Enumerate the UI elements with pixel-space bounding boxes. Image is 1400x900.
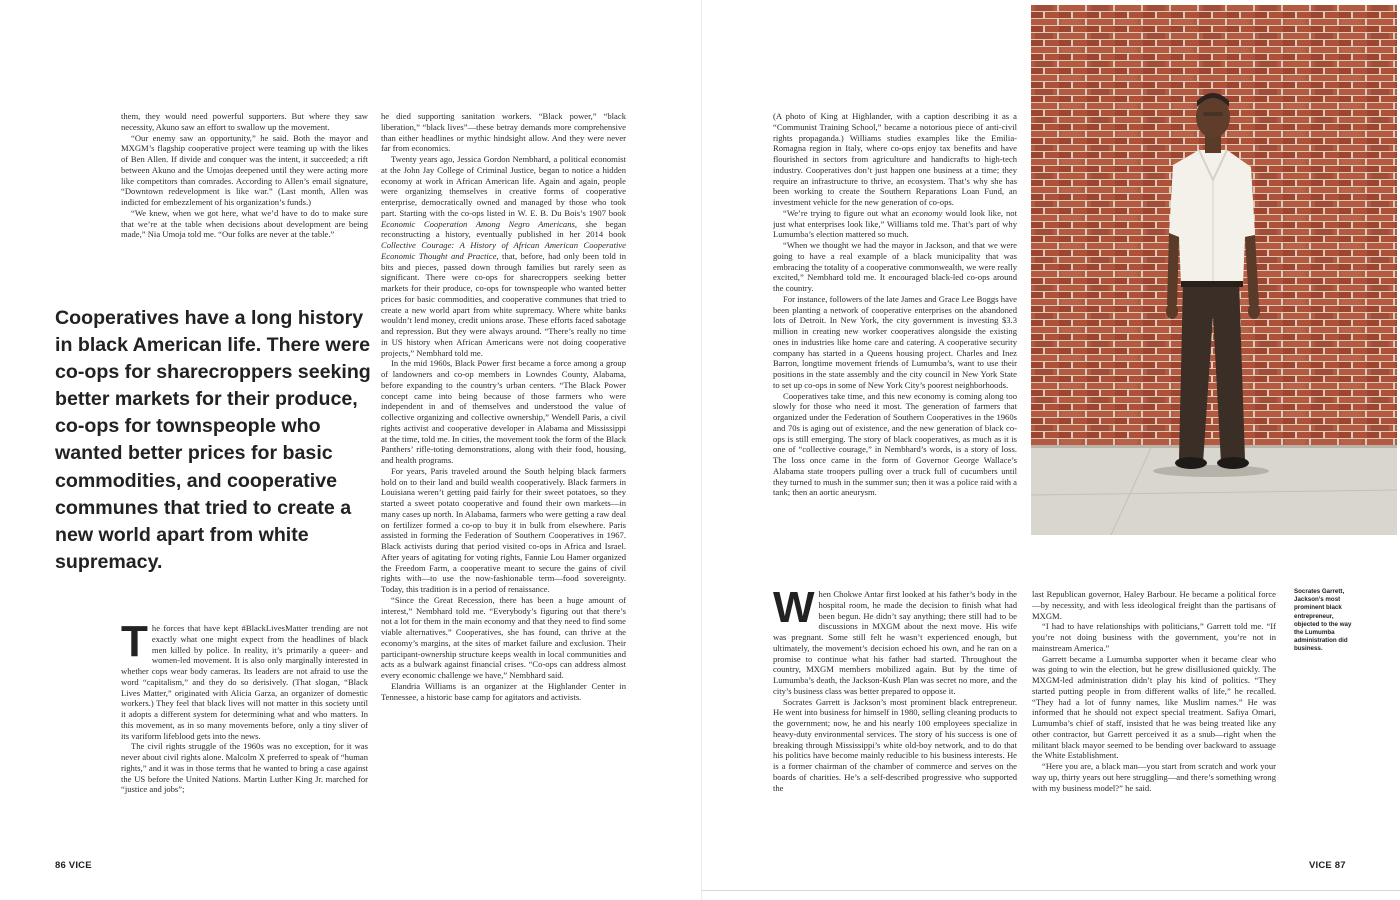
paragraph [381,154,626,358]
pull-quote: Cooperatives have a long history in black American life. There were co-ops for sharecroppers seeking better markets for their produce, co-ops for townspeople who wanted better prices for basic commodities, and cooperative communes that tried to create a new world apart from white supremacy. [55,307,371,573]
paragraph: Garrett became a Lumumba supporter when it became clear who was going to win the election, but he grew disillusioned quickly. The MXGM-led administration didn’t play his kind of politics. “They started putting people in from different walks of life,” he recalled. “They had a lot of funny names, like Muslim names.” He was informed that he should not expect special treatment. Safiya Omari, Lumumba’s chief of staff, insisted that he was being treated like any other contractor, but Garrett perceived it as a snub—right when the militant black mayor seemed to be bending over backward to assuage the White Establishment. [1032,653,1276,761]
page-number-right: VICE 87 [1309,860,1346,871]
paragraph: Socrates Garrett is Jackson’s most prominent black entrepreneur. He went into business for himself in 1980, selling cleaning products to the government; now, he and his nearly 100 employees specialize in heavy-duty environmental services. The story of his success is one of breaking through Mississippi’s white old-boy network, and to do that his politics have become mainly reducible to his business interests. He is a former chairman of the chamber of commerce and serves on the boards of charities. He’s a self-described progressive who supported the [773,696,1017,793]
emphasis: economy [911,207,943,218]
paragraph: “I had to have relationships with politicians,” Garrett told me. “If you’re not doing business with the government, you’re not in mainstream America.” [1032,621,1276,653]
paragraph-text: “We’re trying to figure out what an [783,207,912,218]
paragraph-text: would look like, not just what enterprises look like,” Williams told me. That’s part of why Lumumba’s election mattered so much. [773,207,1017,240]
column-1-bottom [121,623,368,835]
paragraph: “When we thought we had the mayor in Jackson, and that we were going to have a real example of a black municipality that was embracing the totality of a cooperative commonwealth, we were really excited,” Nembhard told me. It encouraged black-led co-ops around the country. [773,240,1017,293]
paragraph: For instance, followers of the late James and Grace Lee Boggs have been planting a network of cooperative enterprises on the abandoned lots of Detroit. In New York, the city government is investing $3.3 million in creating new worker cooperatives alongside the existing ones in industries like home care and catering. A cooperative security company has started in a Queens housing project. Charles and Inez Barron, longtime movement friends of Lumumba’s, want to use their positions in the state assembly and the city council in New York State to set up co-ops in some of New York City’s poorest neighborhoods. [773,293,1017,390]
page-number-left: 86 VICE [55,860,92,871]
paragraph: them, they would need powerful supporters. But where they saw necessity, Akuno saw an effort to swallow up the movement. [121,111,368,132]
drop-cap-paragraph [773,589,1017,697]
paragraph: The civil rights struggle of the 1960s was no exception, for it was never about civil rights alone. Malcolm X preferred to speak of “human rights,” and it was in those terms that he wanted to bring a case against the US before the United Nations. Martin Luther King Jr. marched for “justice and jobs”; [121,741,368,795]
photo-caption: Socrates Garrett, Jackson’s most prominent black entrepreneur, objected to the way the Lumumba administration did business. [1294,588,1352,653]
drop-cap: T [121,623,148,666]
paragraph: “Our enemy saw an opportunity,” he said. Both the mayor and MXGM’s flagship cooperative project were teaming up with the likes of Ben Allen. If divide and conquer was the intent, it succeeded; a rift between Akuno and the Umojas deepened until they were acting more like competitors than comrades. According to Allen’s email signature, “Downtown redevelopment is like war.” (Last month, Allen was indicted for embezzlement of his organization’s funds.) [121,132,368,207]
column-4 [1032,589,1276,829]
book-title: Collective Courage: A History of African American Cooperative Economic Thought and Practice [381,240,626,261]
drop-cap: W [773,589,815,632]
paragraph: “Here you are, a black man—you start from scratch and work your way up, thirty years out here struggling—and there’s something wrong with my business model?” he said. [1032,761,1276,793]
drop-cap-paragraph [121,623,368,741]
book-title: Economic Cooperation Among Negro Americans [381,218,575,229]
bottom-rule [702,890,1400,891]
paragraph-text: , she began reconstructing a history, eventually published in her 2014 book [381,218,626,240]
column-1-top [121,111,368,271]
paragraph-text: , that, before, had only been told in bits and pieces, passed down through families but rarely seen as significant. There were co-ops for sharecroppers seeking better markets for their produce, co-ops for townspeople who wanted better prices for basic commodities, and cooperative communes that tried to create a new world apart from white supremacy. Where white banks wouldn’t lend money, credit unions arose. These efforts faced sabotage and repression. But they were always around. “There’s really no time in US history when African Americans were not doing cooperative projects,” Nembhard told me. [381,250,626,358]
paragraph-text: he forces that have kept #BlackLivesMatter trending are not exactly what one might expect from the headlines of black men killed by police. In reality, it’s primarily a queer- and women-led movement. It is also only marginally interested in whether cops wear body cameras. Its leaders are not afraid to use the word “capitalism,” and they do so derisively. (That slogan, “Black Lives Matter,” originated with Alicia Garza, an organizer of domestic workers.) They feel that black lives will not matter in this society until it adopts a different system for determining what and who matters. In this movement, as in so many movements before, only a tiny sliver of its variform lifeblood gets into the news. [121,623,368,741]
photo-socrates-garrett [1031,5,1397,535]
paragraph: Elandria Williams is an organizer at the Highlander Center in Tennessee, a historic base camp for agitators and activists. [381,680,626,702]
paragraph: (A photo of King at Highlander, with a caption describing it as a “Communist Training School,” became a notorious piece of anti-civil rights propaganda.) Williams studies examples like the Emilia-Romagna region in Italy, where co-ops enjoy tax benefits and have flourished in sectors from agriculture and handicrafts to high-tech industry. Cooperatives don’t just happen one business at a time; they require an infrastructure to thrive, an ecosystem. That’s why she has been working to create the Southern Reparations Loan Fund, an investment vehicle for the new generation of co-ops. [773,111,1017,207]
paragraph-text: Twenty years ago, Jessica Gordon Nembhard, a political economist at the John Jay College of Criminal Justice, began to notice a hidden economy at work in African American life. Again and again, people were organizing themselves in creative forms of cooperative enterprise, democratically owned and managed by those who took part. Starting with the co-ops listed in W. E. B. Du Bois’s 1907 book [381,154,626,218]
paragraph [773,208,1017,240]
portrait-photo [1031,5,1397,535]
paragraph: “Since the Great Recession, there has been a huge amount of interest,” Nembhard told me. “Everybody’s figuring out that there’s not a lot for them in the main economy and that they need to find some viable alternatives.” Cooperatives, she has found, can thrive at the economy’s margins, at the sites of market failure and exclusion. Their participant-ownership structure keeps wealth in local communities and acts as a bulwark against financial crises. “Co-ops can address almost every economic challenge we have,” Nembhard said. [381,594,626,680]
paragraph: last Republican governor, Haley Barbour. He became a political force—by necessity, and with less ideological freight than the partisans of MXGM. [1032,589,1276,621]
column-2 [381,111,626,829]
paragraph: Cooperatives take time, and this new economy is coming along too slowly for those who need it most. The generation of farmers that organized under the Federation of Southern Cooperatives in the 1960s and 70s is aging out of existence, and the new generation of black co-ops is still emerging. The story of black cooperatives, as much as it is one of “collective courage,” in Nembhard’s words, is a story of loss. The loss once came in the form of Governor George Wallace’s Alabama state troopers pulling over a truck full of cucumbers until they turned to mush in the summer sun; then it was a police raid with a tank; then an aortic aneurysm. [773,390,1017,498]
paragraph: In the mid 1960s, Black Power first became a force among a group of landowners and co-op members in Lowndes County, Alabama, before expanding to the country’s urban centers. “The Black Power concept came into being because of those farmers who were independent in and of themselves and understood the value of collective organizing and collective ownership,” Wendell Paris, a civil rights activist and cooperative developer in Alabama and Mississippi at the time, told me. In cities, the movement took the form of the Black Panthers’ rifle-toting demonstrations, along with their food, housing, and health programs. [381,358,626,465]
paragraph: “We knew, when we got here, what we’d have to do to make sure that we’re at the table when decisions about development are being made,” Nia Umoja told me. “Our folks are never at the table.” [121,207,368,240]
column-3-top [773,111,1017,577]
paragraph: he died supporting sanitation workers. “Black power,” “black liberation,” “black lives”—these betray demands more comprehensive than either headlines or mythic hindsight allow. And they were never far from economics. [381,111,626,154]
paragraph-text: hen Chokwe Antar first looked at his father’s body in the hospital room, he made the decision to finish what had been begun. He didn’t say anything; there still had to be discussions in MXGM about the next move. His wife was pregnant. Some still felt he wasn’t experienced enough, but ultimately, the movement’s decision echoed his own, and he ran on a promise to continue what his father had started. Throughout the country, MXGM members mobilized again. But by the time of Lumumba’s death, the Jackson-Kush Plan was secret no more, and the city’s business class was better prepared to oppose it. [773,589,1017,696]
column-3-bottom [773,589,1017,829]
paragraph: For years, Paris traveled around the South helping black farmers hold on to their land and build wealth cooperatively. Black farmers in Louisiana weren’t getting paid fairly for their sweet potatoes, so they started a sweet potato cooperative and found their own markets—in many cases up north. In Alabama, farmers who were getting a raw deal on fertilizer formed a co-op to buy it in bulk from elsewhere. Paris assisted in forming the Federation of Southern Cooperatives in 1967. Black activists during that period visited co-ops in Africa and Israel. After years of agitating for voting rights, Fannie Lou Hamer organized the Freedom Farm, a cooperative meant to secure the gains of civil rights with—to use the now-fashionable term—food sovereignty. Today, this tradition is in a period of renaissance. [381,465,626,594]
